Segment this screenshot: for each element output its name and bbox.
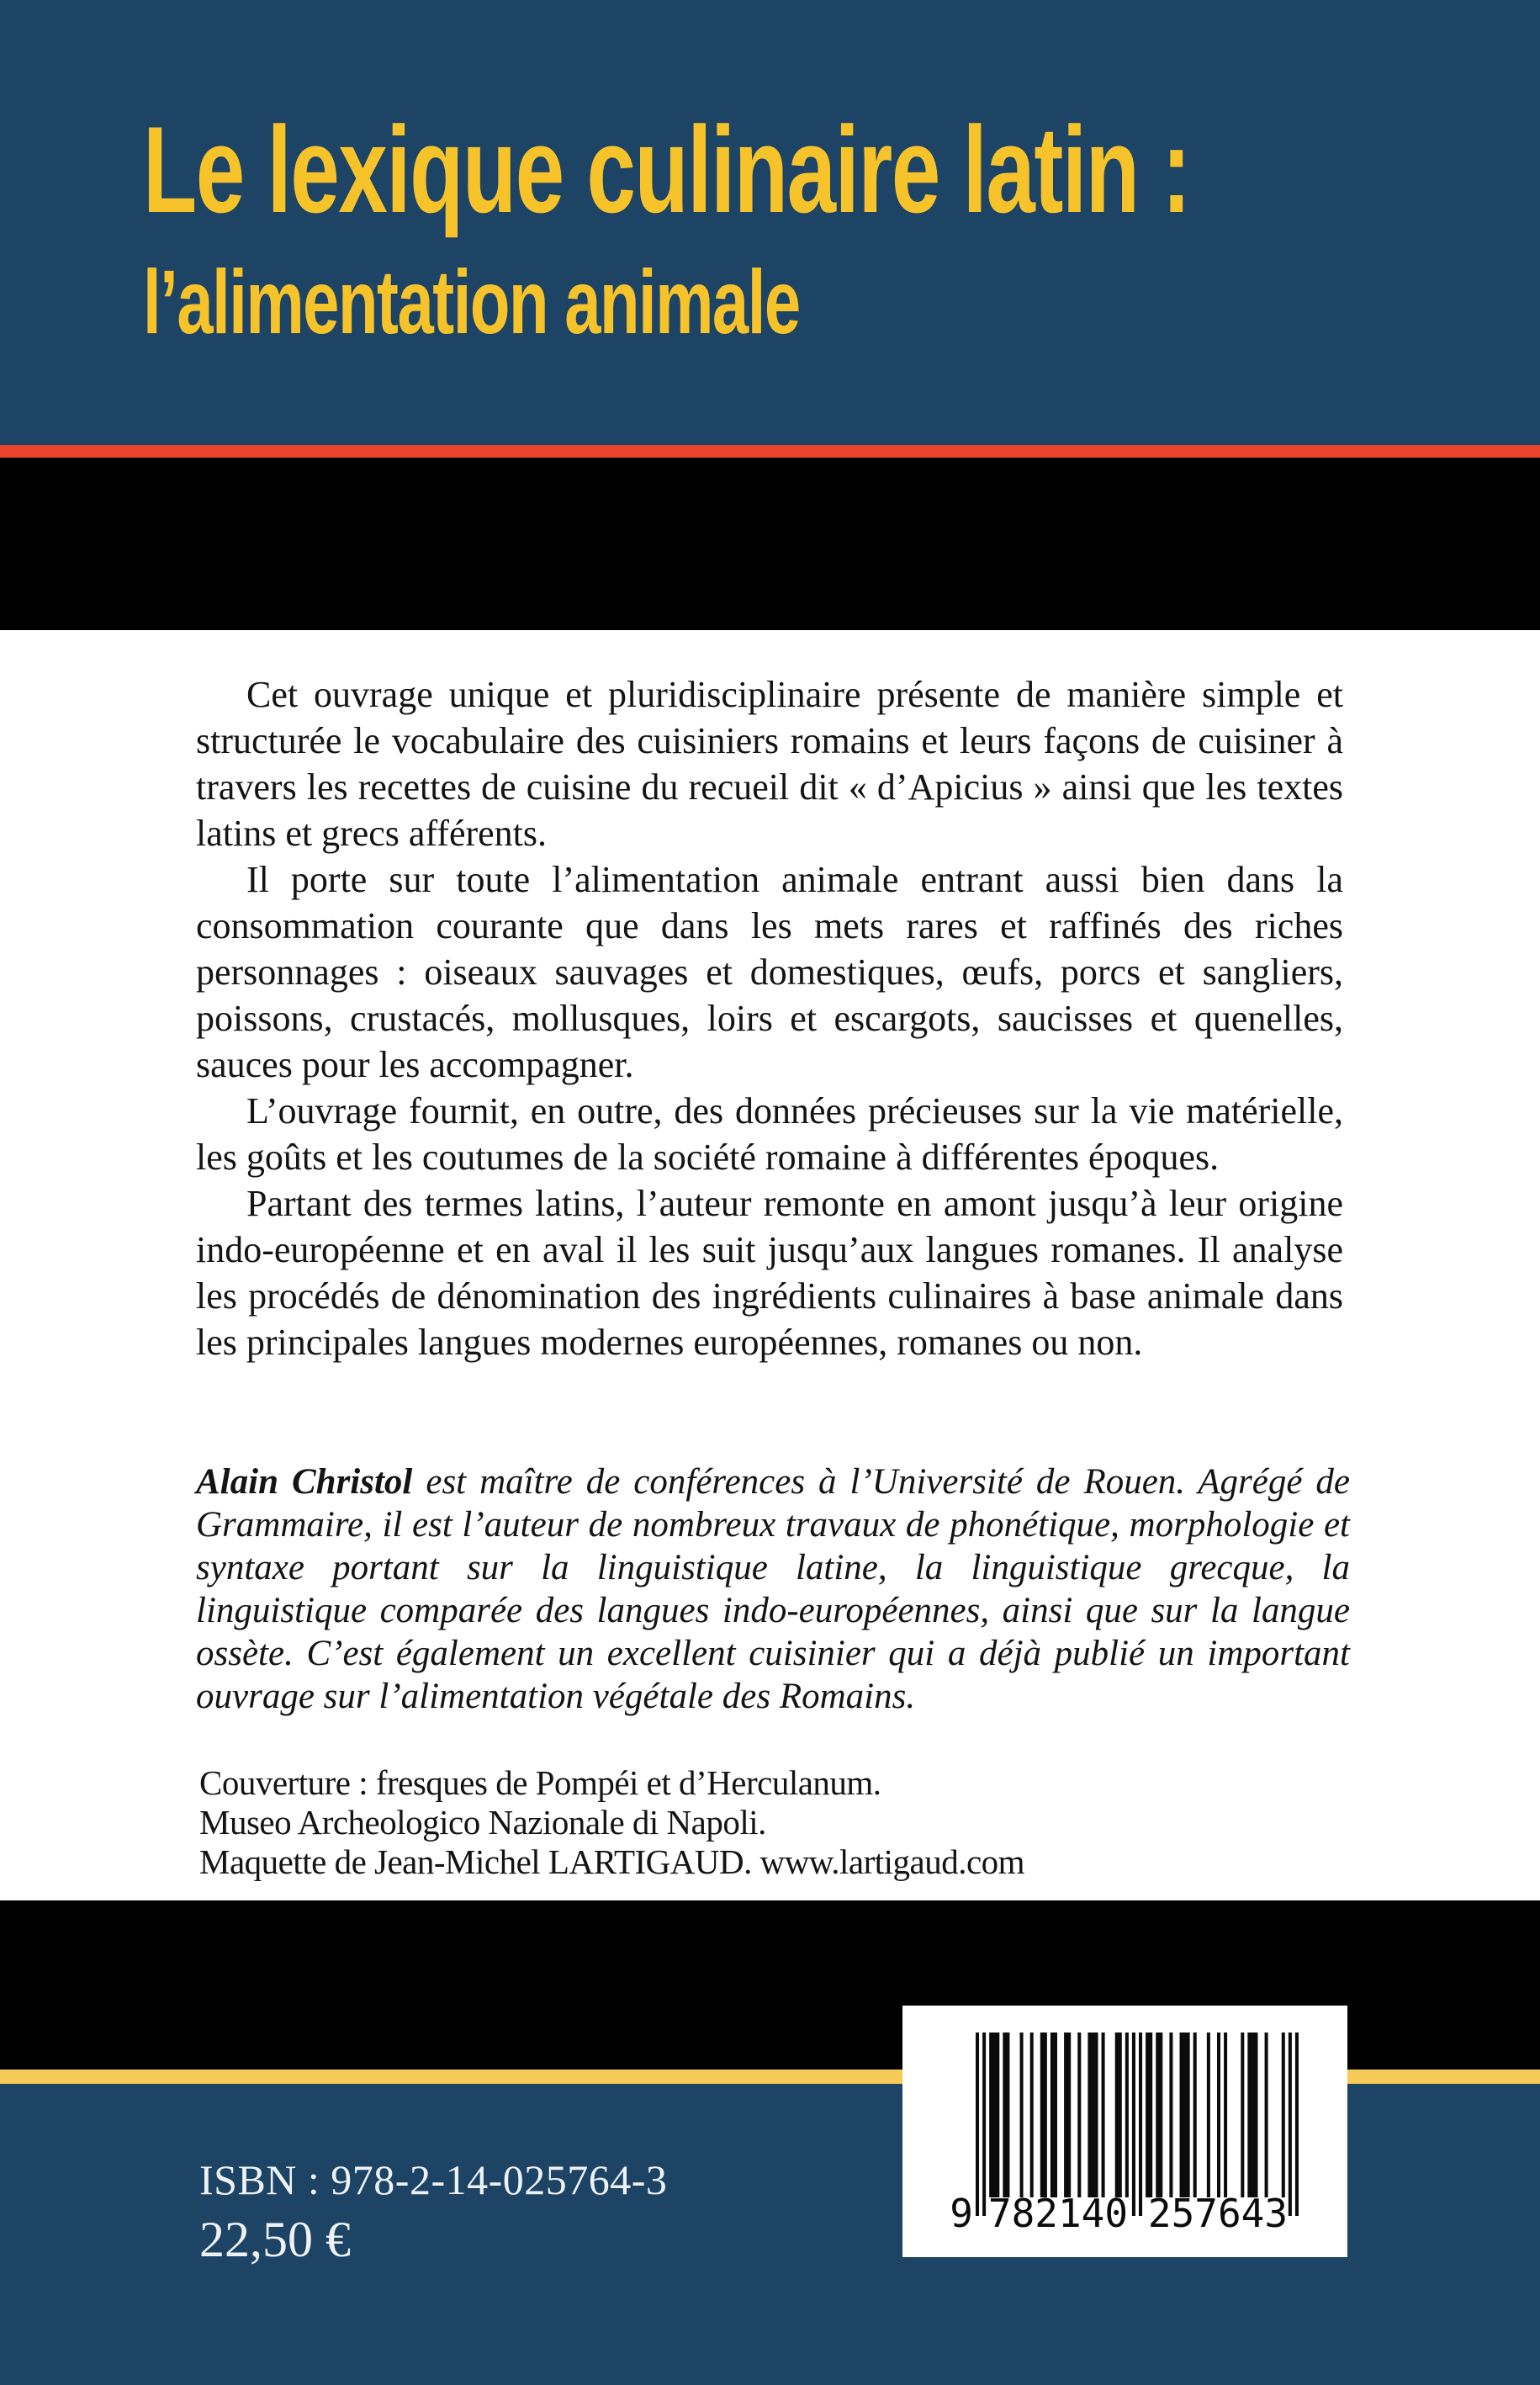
red-accent-stripe bbox=[0, 445, 1540, 458]
book-title: Le lexique culinaire latin : bbox=[143, 101, 1190, 238]
synopsis-paragraph-1: Cet ouvrage unique et pluridisciplinaire présente de manière simple et structurée le vocabulaire des cuisiniers romains et leurs façons de cuisiner à travers les recettes de cuisine du recueil dit « d’Apicius » ainsi que les textes latins et grecs afférents. bbox=[196, 674, 1343, 854]
credit-line-design: Maquette de Jean-Michel LARTIGAUD. www.lartigaud.com bbox=[199, 1842, 1025, 1881]
isbn-label: ISBN : 978-2-14-025764-3 bbox=[199, 2156, 668, 2203]
book-subtitle: l’alimentation animale bbox=[143, 251, 800, 352]
barcode-digit-first: 9 bbox=[950, 2191, 973, 2236]
synopsis-paragraph-4: Partant des termes latins, l’auteur remonte en amont jusqu’à leur origine indo-européenne et en aval il les suit jusqu’aux langues romanes. Il analyse les procédés de dénomination des ingrédients culinaires à base animale dans les principales langues modernes européennes, romanes ou non. bbox=[196, 1183, 1343, 1363]
synopsis-paragraph-3: L’ouvrage fournit, en outre, des données précieuses sur la vie matérielle, les goûts et les coutumes de la société romaine à différentes époques. bbox=[196, 1090, 1343, 1178]
barcode-digits-right: 257643 bbox=[1147, 2191, 1289, 2236]
credit-line-museum: Museo Archeologico Nazionale di Napoli. bbox=[199, 1803, 766, 1842]
synopsis-paragraph-2: Il porte sur toute l’alimentation animale entrant aussi bien dans la consommation courante que dans les mets rares et raffinés des riches personnages : oiseaux sauvages et domestiques, œufs, porcs et sangliers, poissons, crustacés, mollusques, loirs et escargots, saucisses et quenelles, sauces pour les accompagner. bbox=[196, 859, 1343, 1085]
barcode bbox=[902, 2006, 1347, 2257]
author-name: Alain Christol bbox=[196, 1462, 413, 1502]
price-label: 22,50 € bbox=[199, 2212, 351, 2267]
synopsis bbox=[196, 671, 1343, 1365]
author-bio-text: est maître de conférences à l’Université de Rouen. Agrégé de Grammaire, il est l’auteur de nombreux travaux de phonétique, morphologie et syntaxe portant sur la linguistique latine, la linguistique grecque, la linguistique comparée des langues indo-européennes, ainsi que sur la langue ossète. C’est également un excellent cuisinier qui a déjà publié un important ouvrage sur l’alimentation végétale des Romains. bbox=[196, 1462, 1350, 1716]
publisher-band-top bbox=[0, 458, 1540, 630]
author-bio bbox=[196, 1460, 1350, 1718]
barcode-digits-left: 782140 bbox=[987, 2191, 1129, 2236]
credits-block bbox=[199, 1763, 1326, 1882]
credit-line-cover: Couverture : fresques de Pompéi et d’Herculanum. bbox=[199, 1763, 881, 1802]
